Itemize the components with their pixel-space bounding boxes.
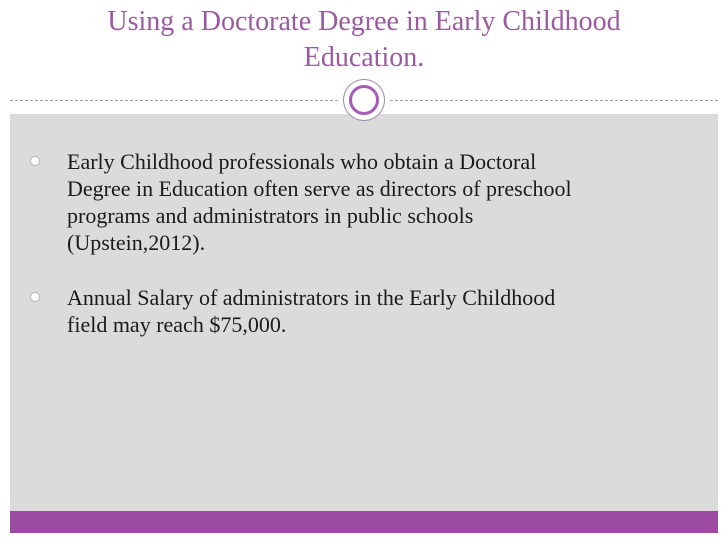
bullet-list bbox=[30, 148, 690, 338]
bullet-text-line: (Upstein,2012). bbox=[67, 230, 206, 255]
bullet-text-line: programs and administrators in public schools bbox=[67, 203, 474, 228]
slide-title-line: Education. bbox=[303, 42, 425, 73]
title-divider-right bbox=[390, 100, 718, 101]
bullet-text-line: Early Childhood professionals who obtain a Doctoral bbox=[67, 149, 537, 174]
footer-bar bbox=[10, 511, 718, 533]
bullet-item bbox=[30, 284, 690, 338]
bullet-icon bbox=[30, 156, 40, 166]
slide-title-line: Using a Doctorate Degree in Early Childhood bbox=[107, 6, 621, 37]
circle-ornament-inner bbox=[349, 85, 379, 115]
bullet-text-line: Annual Salary of administrators in the Early Childhood bbox=[67, 285, 556, 310]
bullet-icon bbox=[30, 292, 40, 302]
bullet-text-line: field may reach $75,000. bbox=[67, 312, 287, 337]
slide-title bbox=[60, 4, 668, 76]
circle-ornament-icon bbox=[343, 79, 385, 121]
title-divider-left bbox=[10, 100, 338, 101]
bullet-item bbox=[30, 148, 690, 256]
bullet-text-line: Degree in Education often serve as directors of preschool bbox=[67, 176, 572, 201]
